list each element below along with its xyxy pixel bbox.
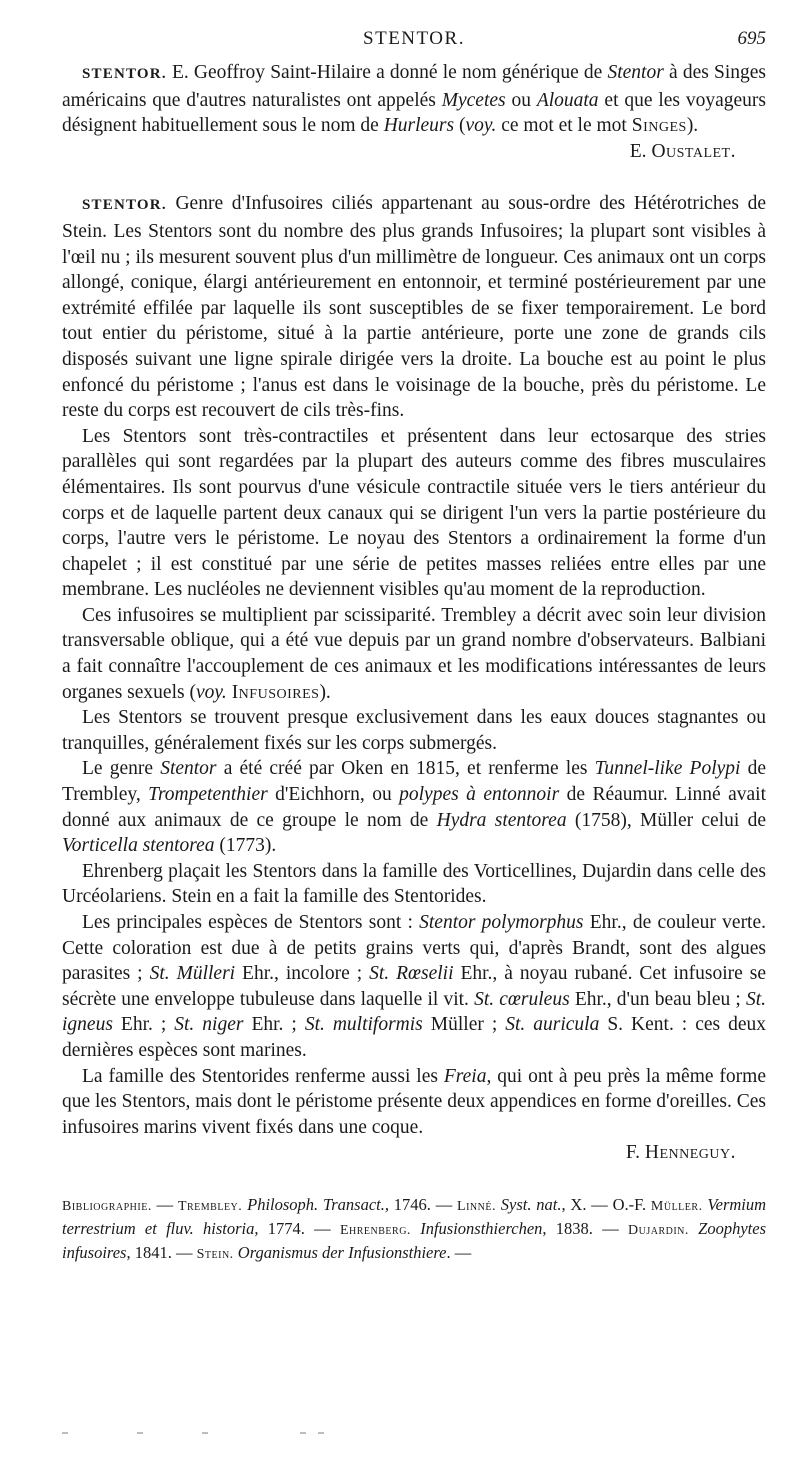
speck (202, 1432, 208, 1434)
entry-stentor-monkey: STENTOR. E. Geoffroy Saint-Hilaire a donné le nom générique de Stentor à des Singes américains que d'autres naturalistes ont appelés Mycetes ou Alouata et que les voyageurs désignent habituellement sous le nom de Hurleurs (voy. ce mot et le mot Singes). (62, 62, 767, 137)
paragraph: Le genre Stentor a été créé par Oken en 1815, et renferme les Tunnel-like Polypi de Trembley, Trompetenthier d'Eichhorn, ou polypes à entonnoir de Réaumur. Linné avait donné aux animaux de ce groupe le nom de Hydra stentorea (1758), Müller celui de Vorticella stentorea (1773). (62, 758, 767, 857)
paragraph: La famille des Stentorides renferme aussi les Freia, qui ont à peu près la même forme que les Stentors, mais dont le péristome présente deux appendices en forme d'oreilles. Ces infusoires marins vivent fixés dans une coque. (62, 1065, 766, 1138)
paragraph: Les principales espèces de Stentors sont : Stentor polymorphus Ehr., de couleur verte. Cette coloration est due à de petits grains verts qui, d'après Brandt, sont des algues parasites ; St. Mülleri Ehr., incolore ; St. Rœselii Ehr., à noyau rubané. Cet infusoire se sécrète une enveloppe tubuleuse dans laquelle il vit. St. cœruleus Ehr., d'un beau bleu ; St. igneus Ehr. ; St. niger Ehr. ; St. multiformis Müller ; St. auricula S. Kent. : ces deux dernières espèces sont marines. (62, 912, 767, 1061)
paragraph: Ehrenberg plaçait les Stentors dans la famille des Vorticellines, Dujardin dans celle des Urcéolariens. Stein en a fait la famille des Stentorides. (62, 860, 766, 908)
headword: STENTOR. (82, 197, 167, 214)
running-header (62, 28, 766, 52)
article-body (62, 60, 766, 1266)
paragraph: Les Stentors sont très-contractiles et présentent dans leur ectosarque des stries parallèles qui sont regardées par la plupart des auteurs comme des fibres musculaires élémentaires. Ils sont pourvus d'une vésicule contractile située vers le tiers antérieur du corps et de laquelle partent deux canaux qui se dirigent l'un vers la partie postérieure du corps, l'autre vers le péristome. Le noyau des Stentors a ordinairement la forme d'un chapelet ; il est constitué par une série de petites masses reliées entre elles par une membrane. Les nucléoles ne deviennent visibles qu'au moment de la reproduction. (62, 425, 766, 601)
entry-stentor-infusoria: STENTOR. Genre d'Infusoires ciliés appartenant au sous-ordre des Hétérotriches de Stein. Les Stentors sont du nombre des plus grands Infusoires; la plupart sont visibles à l'œil nu ; ils mesurent souvent plus d'un millimètre de longueur. Ces animaux ont un corps allongé, conique, élargi antérieurement en entonnoir, et terminé postérieurement par une extrémité effilée par laquelle ils sont susceptibles de se fixer temporairement. Le bord tout entier du péristome, situé à la partie antérieure, porte une zone de grands cils disposés suivant une ligne spirale dirigée vers la droite. La bouche est au point le plus enfoncé du péristome ; l'anus est dans le voisinage de la bouche, près du péristome. Le reste du corps est recouvert de cils très-fins. (62, 193, 766, 422)
bibliography: Bibliographie. — Trembley. Philosoph. Transact., 1746. — Linné. Syst. nat., X. — O.-F. Müller. Vermium terrestrium et fluv. historia, 1774. — Ehrenberg. Infusionsthierchen, 1838. — Dujardin. Zoophytes infusoires, 1841. — Stein. Organismus der Infusionsthiere. — (62, 1194, 767, 1262)
print-specks (62, 1432, 766, 1438)
page-number: 695 (737, 28, 766, 49)
speck (137, 1432, 143, 1434)
author-signature: E. Oustalet. (629, 140, 736, 162)
speck (300, 1432, 306, 1434)
running-title: STENTOR. (363, 28, 465, 49)
entry-separator (62, 164, 766, 191)
speck (62, 1432, 68, 1434)
author-signature: F. Henneguy. (625, 1142, 736, 1164)
headword: STENTOR. (82, 66, 167, 82)
paragraph: Les Stentors se trouvent presque exclusivement dans les eaux douces stagnantes ou tranquilles, généralement fixés sur les corps submergés. (62, 707, 766, 754)
speck (318, 1432, 324, 1434)
paragraph: Ces infusoires se multiplient par scissiparité. Trembley a décrit avec soin leur division transversable oblique, qui a été vue depuis par un grand nombre d'observateurs. Balbiani a fait connaître l'accouplement de ces animaux et les modifications intéressantes de leurs organes sexuels (voy. Infusoires). (62, 604, 766, 703)
